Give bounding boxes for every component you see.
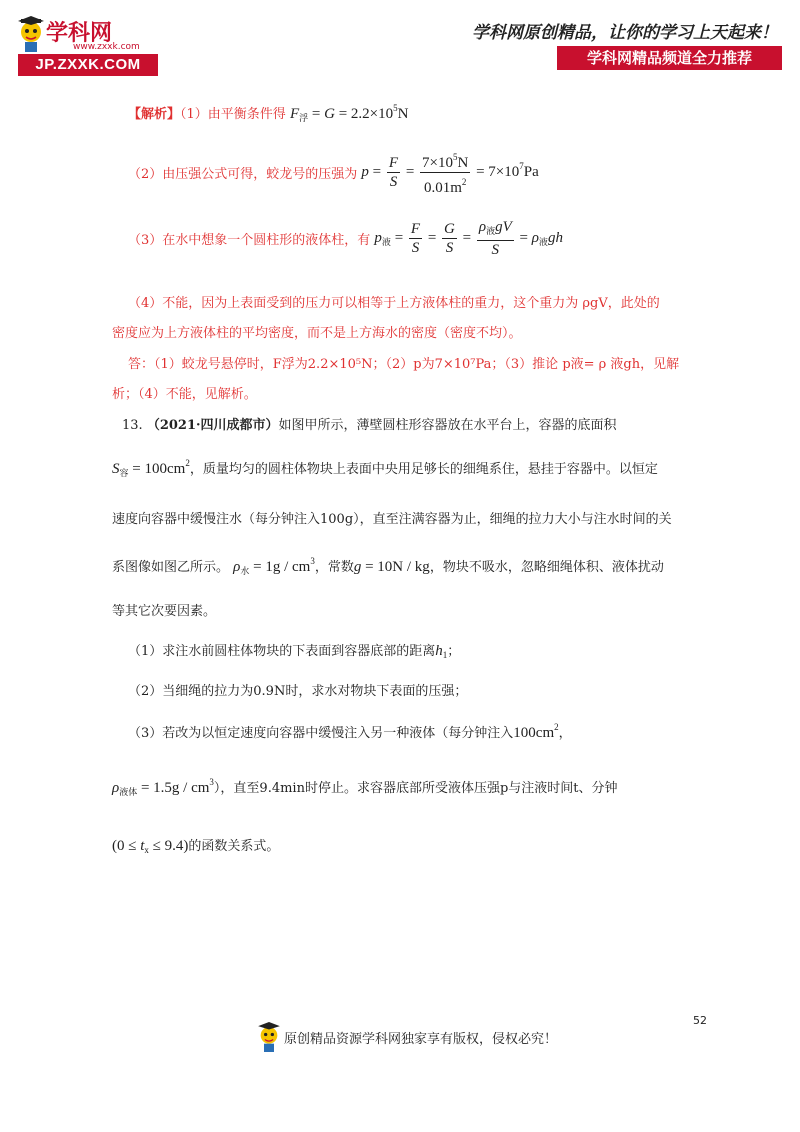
analysis-tag: 【解析】 bbox=[128, 107, 181, 122]
q13-text-4c: ，物块不吸水，忽略细绳体积、液体扰动 bbox=[429, 560, 664, 575]
q13-text-4b: ，常数 bbox=[314, 560, 354, 575]
formula-volume-rate: $100cm^2$ bbox=[513, 722, 559, 741]
header-slogan: 学科网原创精品，让你的学习上天起来！ bbox=[472, 23, 778, 43]
analysis-3-text: （3）在水中想象一个圆柱形的液体柱，有 bbox=[128, 232, 371, 248]
brand-bar: JP.ZXXK.COM bbox=[18, 54, 158, 76]
q13-sub-1-end: ； bbox=[447, 644, 461, 659]
q13-source: （2021·四川成都市） bbox=[146, 418, 279, 433]
analysis-1-text: （1）由平衡条件得 bbox=[180, 107, 286, 122]
q13-line-5: 等其它次要因素。 bbox=[112, 604, 217, 619]
brand-logo bbox=[18, 16, 158, 76]
formula-pressure: p = $\frac{F}{S}$ = $\frac{7\times 10^5N}{0.01m^2}$ = $7\times 10^7Pa$ bbox=[361, 164, 538, 180]
q13-sub-1 bbox=[128, 640, 460, 660]
formula-area: $S_容 = 100cm^2$ bbox=[112, 458, 190, 478]
analysis-line-3 bbox=[128, 218, 563, 259]
answer-line-a: 答：（1）蛟龙号悬停时，F浮为2.2×10⁵N；（2）p为7×10⁷Pa；（3）推论 p液= ρ 液gh，见解 bbox=[128, 357, 680, 372]
q13-line-4 bbox=[112, 556, 664, 577]
q13-line-2 bbox=[112, 458, 658, 479]
brand-url: www.zxxk.com bbox=[73, 42, 140, 52]
formula-liquid-pressure: $p_液$ = $\frac{F}{S}$ = $\frac{G}{S}$ = $\frac{\rho_液gV}{S}$ = $\rho_液gh$ bbox=[374, 219, 563, 258]
q13-text-4a: 系图像如图乙所示。 bbox=[112, 560, 230, 575]
q13-text-2: ，质量均匀的圆柱体物块上表面中央用足够长的细绳系住，悬挂于容器中。以恒定 bbox=[189, 462, 658, 477]
formula-liquid-density: $\rho_{液体} = 1.5g / cm^3$ bbox=[112, 777, 214, 797]
page-number: 52 bbox=[693, 1014, 707, 1027]
analysis-line-4a: （4）不能，因为上表面受到的压力可以相等于上方液体柱的重力，这个重力为 ρgV，此处的 bbox=[128, 296, 660, 311]
formula-time-range: $(0 \le t_x \le 9.4)$ bbox=[112, 838, 189, 855]
q13-sub-5-text: 的函数关系式。 bbox=[188, 839, 280, 854]
q13-line-1 bbox=[122, 414, 617, 433]
q13-sub-3 bbox=[128, 722, 572, 742]
q13-sub-5 bbox=[112, 835, 279, 855]
formula-h1: $h_1$ bbox=[435, 643, 448, 660]
q13-sub-3-end: ， bbox=[558, 726, 572, 741]
analysis-2-text: （2）由压强公式可得，蛟龙号的压强为 bbox=[128, 166, 358, 182]
q13-text-1: 如图甲所示，薄壁圆柱形容器放在水平台上，容器的底面积 bbox=[278, 418, 617, 433]
q13-sub-2: （2）当细绳的拉力为0.9N时，求水对物块下表面的压强； bbox=[128, 684, 468, 699]
footer-copyright: 原创精品资源学科网独家享有版权，侵权必究！ bbox=[284, 1032, 558, 1047]
q13-number: 13. bbox=[122, 418, 143, 433]
formula-gravity-constant: g = 10N / kg bbox=[353, 559, 430, 575]
mascot-icon bbox=[258, 1022, 280, 1052]
mascot-icon bbox=[18, 16, 44, 52]
analysis-line-1 bbox=[128, 103, 408, 124]
brand-name: 学科网 bbox=[46, 21, 113, 46]
formula-buoyancy: $F_浮 = G = 2.2\times 10^5N$ bbox=[289, 103, 409, 123]
q13-sub-4 bbox=[112, 777, 618, 798]
formula-water-density: $\rho_水 = 1g / cm^3$ bbox=[233, 556, 315, 576]
header-slogan-bar: 学科网精品频道全力推荐 bbox=[557, 46, 782, 70]
q13-line-3: 速度向容器中缓慢注水（每分钟注入100g），直至注满容器为止，细绳的拉力大小与注水时间的关 bbox=[112, 512, 672, 527]
q13-sub-4-text: ），直至9.4min时停止。求容器底部所受液体压强p与注液时间t、分钟 bbox=[213, 781, 618, 796]
q13-sub-3-text: （3）若改为以恒定速度向容器中缓慢注入另一种液体（每分钟注入 bbox=[128, 726, 514, 741]
analysis-line-4b: 密度应为上方液体柱的平均密度，而不是上方海水的密度（密度不均）。 bbox=[112, 326, 522, 341]
answer-line-b: 析；（4）不能，见解析。 bbox=[112, 387, 257, 402]
q13-sub-1-text: （1）求注水前圆柱体物块的下表面到容器底部的距离 bbox=[128, 644, 436, 659]
analysis-line-2 bbox=[128, 148, 539, 197]
